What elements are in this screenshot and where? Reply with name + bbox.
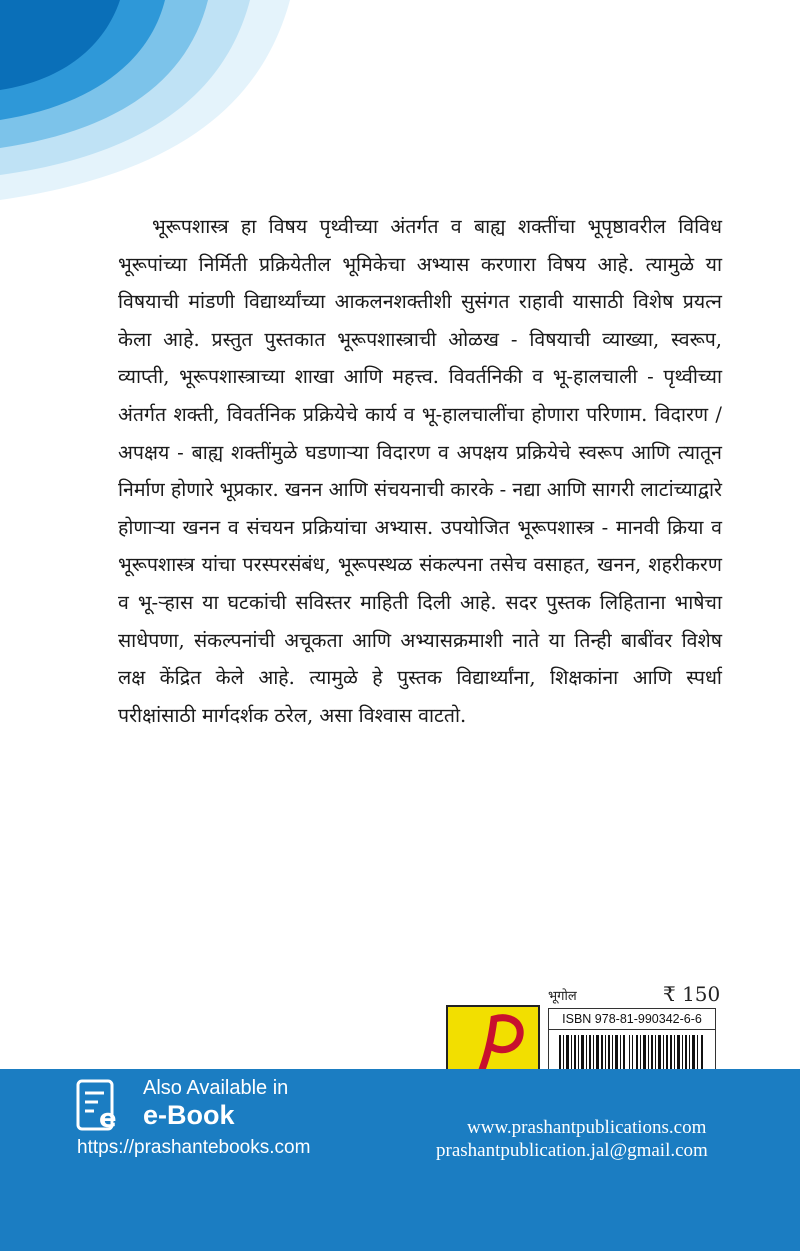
- subject-label: भूगोल: [548, 989, 577, 1004]
- ebook-url-link[interactable]: https://prashantebooks.com: [77, 1137, 311, 1158]
- website-link[interactable]: www.prashantpublications.com: [467, 1117, 707, 1138]
- email-link[interactable]: prashantpublication.jal@gmail.com: [436, 1140, 708, 1161]
- isbn-text: ISBN 978-81-990342-6-6: [562, 1012, 702, 1026]
- price-label: ₹ 150: [663, 982, 721, 1006]
- corner-wave-decoration: [0, 0, 290, 200]
- ebook-icon: [76, 1079, 122, 1135]
- isbn-divider: [549, 1029, 715, 1030]
- ebook-available-label: Also Available in: [143, 1077, 289, 1099]
- description-paragraph: भूरूपशास्त्र हा विषय पृथ्वीच्या अंतर्गत व बाह्य शक्तींचा भूपृष्ठावरील विविध भूरूपांच्या निर्मिती प्रक्रियेतील भूमिकेचा अभ्यास करणारा विषय आहे. त्यामुळे या विषयाची मांडणी विद्यार्थ्यांच्या आकलनशक्तीशी सुसंगत राहावी यासाठी विशेष प्रयत्न केला आहे. प्रस्तुत पुस्तकात भूरूपशास्त्राची ओळख - विषयाची व्याख्या, स्वरूप, व्याप्ती, भूरूपशास्त्राच्या शाखा आणि महत्त्व. विवर्तनिकी व भू-हालचाली - पृथ्वीच्या अंतर्गत शक्ती, विवर्तनिक प्रक्रियेचे कार्य व भू-हालचालींचा होणारा परिणाम. विदारण / अपक्षय - बाह्य शक्तींमुळे घडणाऱ्या विदारण व अपक्षय प्रक्रियेचे स्वरूप आणि त्यातून निर्माण होणारे भूप्रकार. खनन आणि संचयनाची कारके - नद्या आणि सागरी लाटांच्याद्वारे होणाऱ्या खनन व संचयन प्रक्रियांचा अभ्यास. उपयोजित भूरूपशास्त्र - मानवी क्रिया व भूरूपशास्त्र यांचा परस्परसंबंध, भूरूपस्थळ संकल्पना तसेच वसाहत, खनन, शहरीकरण व भू-ऱ्हास या घटकांची सविस्तर माहिती दिली आहे. सदर पुस्तक लिहिताना भाषेचा साधेपणा, संकल्पनांची अचूकता आणि अभ्यासक्रमाशी नाते या तिन्ही बाबींवर विशेष लक्ष केंद्रित केले आहे. त्यामुळे हे पुस्तक विद्यार्थ्यांना, शिक्षकांना आणि स्पर्धा परीक्षांसाठी मार्गदर्शक ठरेल, असा विश्वास वाटतो.: [118, 215, 722, 727]
- ebook-title: e-Book: [143, 1100, 235, 1130]
- svg-text:e: e: [99, 1104, 117, 1134]
